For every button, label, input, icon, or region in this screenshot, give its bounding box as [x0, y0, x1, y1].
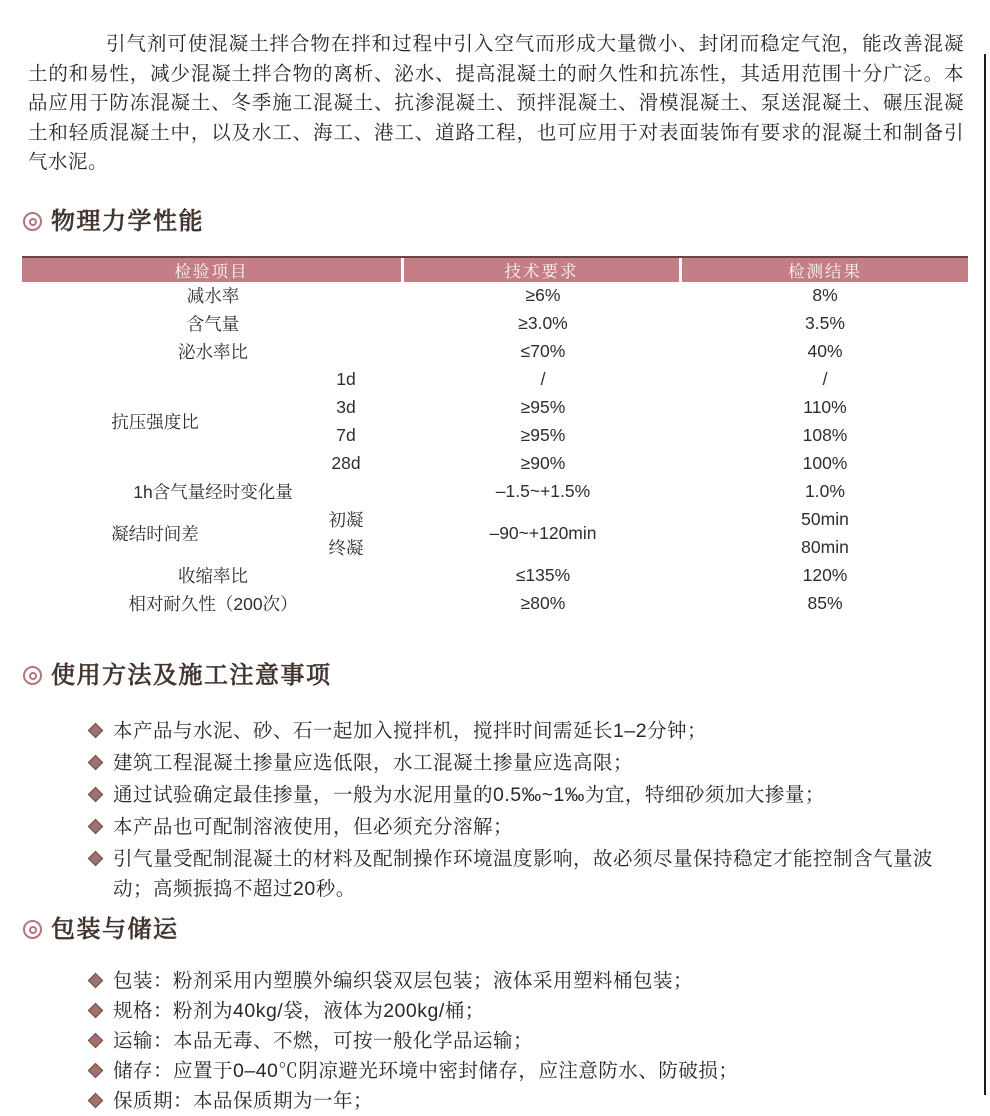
list-item [0, 1056, 990, 1086]
cell-sub-age: 3d [336, 397, 356, 417]
double-circle-icon [23, 212, 42, 231]
cell-result: 85% [807, 593, 843, 613]
cell-item: 1h含气量经时变化量 [133, 482, 293, 502]
scan-page-edge-line [984, 54, 986, 1095]
table-row [22, 590, 968, 618]
cell-result: 108% [802, 425, 848, 445]
packaging-notes-list [0, 966, 990, 1116]
cell-item: 泌水率比 [178, 342, 248, 362]
diamond-bullet-icon [88, 1002, 104, 1018]
list-item-text: 本产品也可配制溶液使用，但必须充分溶解； [113, 815, 514, 838]
list-item-text: 包装：粉剂采用内塑膜外编织袋双层包装；液体采用塑料桶包装； [113, 969, 694, 992]
list-item [0, 748, 990, 778]
table-row [22, 338, 968, 366]
cell-result: 50min [801, 509, 849, 529]
cell-result: 100% [802, 453, 848, 473]
table-row-group-setting [22, 506, 968, 562]
list-item-text: 储存：应置于0–40℃阴凉避光环境中密封储存，应注意防水、防破损； [113, 1059, 739, 1082]
cell-item: 抗压强度比 [111, 412, 199, 432]
list-item [0, 716, 990, 746]
table-header-result: 检测结果 [788, 262, 862, 281]
cell-result: 80min [801, 537, 849, 557]
cell-req: ≥95% [520, 397, 566, 417]
cell-item: 减水率 [186, 286, 240, 306]
cell-item: 含气量 [186, 314, 240, 334]
diamond-bullet-icon [88, 754, 104, 770]
cell-item: 相对耐久性（200次） [128, 594, 298, 614]
section-heading-physical [23, 208, 990, 236]
cell-req: ≥3.0% [518, 313, 568, 333]
table-row [22, 282, 968, 310]
cell-sub-age: 28d [331, 453, 361, 473]
cell-result: 110% [803, 397, 847, 417]
cell-req: –1.5~+1.5% [495, 481, 591, 501]
cell-result: 40% [807, 341, 843, 361]
table-row [22, 478, 968, 506]
cell-sub-age: 1d [336, 369, 356, 389]
diamond-bullet-icon [88, 818, 104, 834]
section-heading-packaging [23, 916, 990, 944]
diamond-bullet-icon [88, 1092, 104, 1108]
list-item-text: 规格：粉剂为40kg/袋，液体为200kg/桶； [113, 999, 485, 1022]
cell-req: ≥6% [525, 285, 561, 305]
list-item-text: 运输：本品无毒、不燃，可按一般化学品运输； [113, 1029, 534, 1052]
list-item [0, 1026, 990, 1056]
cell-sub-phase: 初凝 [328, 510, 364, 530]
cell-req: ≥90% [520, 453, 566, 473]
cell-item: 凝结时间差 [111, 524, 199, 544]
list-item [0, 996, 990, 1026]
list-item [0, 780, 990, 810]
double-circle-icon [23, 920, 42, 939]
list-item [0, 966, 990, 996]
cell-req: ≥80% [520, 593, 566, 613]
cell-result: 120% [802, 565, 848, 585]
physical-properties-table [22, 256, 968, 618]
list-item-text: 通过试验确定最佳掺量，一般为水泥用量的0.5‰~1‰为宜，特细砂须加大掺量； [113, 783, 825, 806]
diamond-bullet-icon [88, 786, 104, 802]
section-title: 包装与储运 [51, 915, 179, 943]
table-row [22, 310, 968, 338]
intro-paragraph: 引气剂可使混凝土拌合物在拌和过程中引入空气而形成大量微小、封闭而稳定气泡，能改善混凝土的和易性，减少混凝土拌合物的离析、泌水、提高混凝土的耐久性和抗冻性，其适用范围十分广泛。本品应用于防冻混凝土、冬季施工混凝土、抗渗混凝土、预拌混凝土、滑模混凝土、泵送混凝土、碾压混凝土和轻质混凝土中，以及水工、海工、港工、道路工程，也可应用于对表面装饰有要求的混凝土和制备引气水泥。 [28, 33, 964, 173]
cell-result: 8% [812, 285, 838, 305]
scanned-datasheet-page [0, 30, 990, 1112]
cell-sub-age: 7d [336, 425, 356, 445]
list-item-partially-cropped [0, 1086, 990, 1116]
cell-result: / [822, 369, 828, 389]
table-row [22, 562, 968, 590]
cell-sub-phase: 终凝 [328, 538, 364, 558]
diamond-bullet-icon [88, 1032, 104, 1048]
cell-req: –90~+120min [489, 523, 597, 543]
cell-req: / [540, 369, 546, 389]
table-header-item: 检验项目 [22, 258, 404, 282]
table-row-group-strength [22, 366, 968, 478]
cell-req: ≤70% [520, 341, 566, 361]
cell-result: 3.5% [805, 313, 845, 333]
diamond-bullet-icon [88, 850, 104, 866]
cell-req: ≥95% [520, 425, 566, 445]
list-item-text: 本产品与水泥、砂、石一起加入搅拌机，搅拌时间需延长1–2分钟； [113, 719, 708, 742]
list-item-text: 保质期：本品保质期为一年； [113, 1089, 374, 1112]
table-header-row [22, 256, 968, 282]
list-item-text: 建筑工程混凝土掺量应选低限，水工混凝土掺量应选高限； [113, 751, 634, 774]
cell-result: 1.0% [805, 481, 845, 501]
section-heading-usage [23, 662, 990, 690]
diamond-bullet-icon [88, 972, 104, 988]
double-circle-icon [23, 666, 42, 685]
list-item-text: 引气量受配制混凝土的材料及配制操作环境温度影响，故必须尽量保持稳定才能控制含气量波动；高频振捣不超过20秒。 [113, 847, 934, 900]
section-title: 物理力学性能 [51, 207, 204, 235]
list-item [0, 812, 990, 842]
usage-notes-list [0, 716, 990, 904]
diamond-bullet-icon [88, 722, 104, 738]
list-item [0, 844, 990, 904]
table-header-requirement: 技术要求 [404, 258, 682, 282]
cell-req: ≤135% [515, 565, 571, 585]
cell-item: 收缩率比 [178, 566, 248, 586]
section-title: 使用方法及施工注意事项 [51, 661, 332, 689]
